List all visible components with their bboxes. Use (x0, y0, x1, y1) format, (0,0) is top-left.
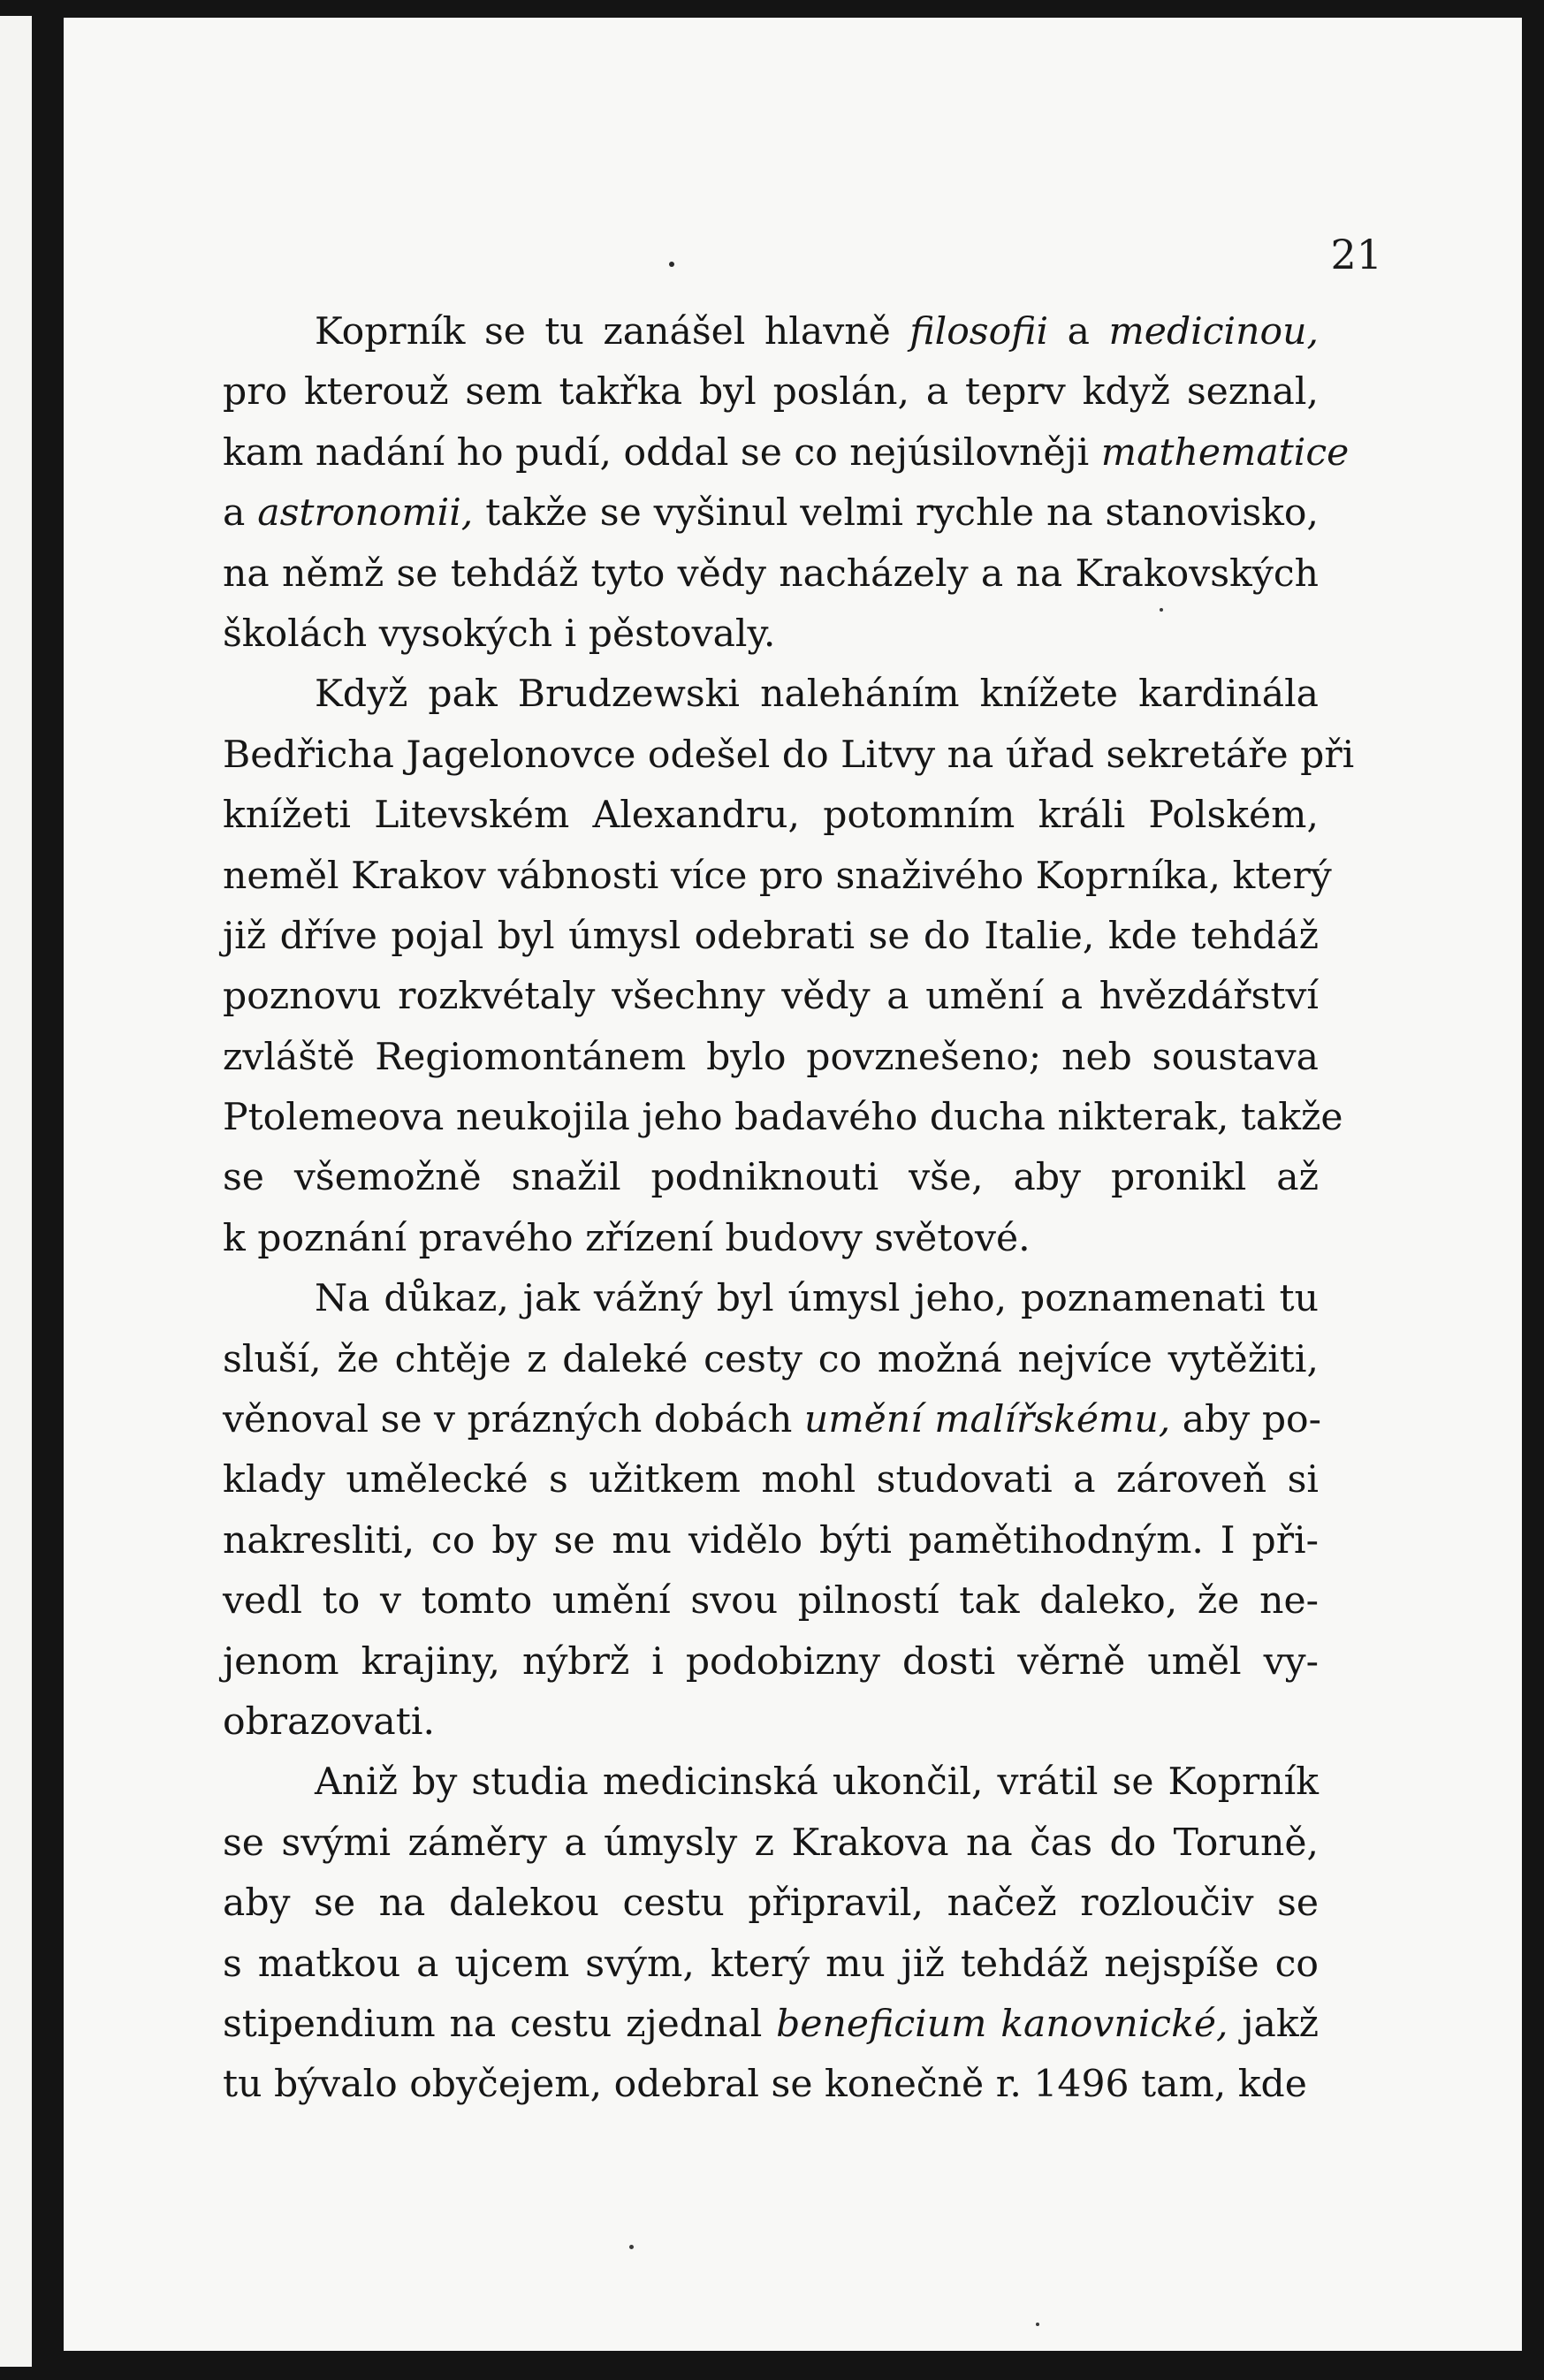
text-run: takže se vyšinul velmi rychle na stanovisko, (473, 491, 1319, 536)
text-line (223, 847, 1332, 907)
text-run: neměl Krakov vábnosti více pro snaživého Koprníka, který (223, 854, 1332, 898)
page-number: 21 (1330, 231, 1382, 278)
body-text (223, 302, 1355, 2116)
text-run: stipendium na cestu zjednal (223, 2002, 777, 2046)
text-run: s matkou a ujcem svým, který mu již tehdáž nejspíše co (223, 1942, 1319, 1986)
text-line (223, 1814, 1319, 1874)
text-run: kam nadání ho pudí, oddal se co nejúsilovněji (223, 430, 1101, 475)
text-run: klady umělecké s užitkem mohl studovati a zároveň si (223, 1458, 1319, 1502)
text-run: poznovu rozkvétaly všechny vědy a umění a hvězdářství (223, 975, 1319, 1019)
text-run: Když pak Brudzewski naleháním knížete kardinála (315, 673, 1319, 717)
text-line (223, 665, 1319, 725)
text-line (223, 362, 1319, 422)
text-run: pro kterouž sem takřka byl poslán, a teprv když seznal, (223, 370, 1319, 414)
text-line (223, 1571, 1319, 1631)
text-line (223, 907, 1319, 967)
text-run: se všemožně snažil podniknouti vše, aby pronikl až (223, 1156, 1319, 1200)
text-line (223, 1935, 1319, 1995)
text-line (223, 967, 1319, 1027)
text-run: aby po- (1170, 1398, 1321, 1442)
italic-phrase: medicinou, (1108, 310, 1319, 354)
text-line (223, 726, 1355, 786)
previous-page-edge (0, 16, 32, 2367)
text-run: vedl to v tomto umění svou pilností tak daleko, že ne- (223, 1579, 1319, 1623)
text-line (223, 1995, 1319, 2055)
text-run: Koprník se tu zanášel hlavně (315, 310, 910, 354)
text-line (223, 544, 1319, 605)
text-line (223, 2055, 1319, 2115)
text-line (223, 1450, 1319, 1510)
text-run: sluší, že chtěje z daleké cesty co možná nejvíce vytěžiti, (223, 1337, 1319, 1381)
text-line (223, 1692, 1319, 1753)
text-line (223, 1390, 1319, 1450)
text-run: Ptolemeova neukojila jeho badavého ducha nikterak, takže (223, 1096, 1343, 1140)
text-run: k poznání pravého zřízení budovy světové. (223, 1216, 1031, 1260)
text-line (223, 605, 1319, 665)
italic-phrase: umění malířskému, (803, 1398, 1171, 1442)
text-line (223, 1874, 1319, 1934)
text-run: Na důkaz, jak vážný byl úmysl jeho, poznamenati tu (315, 1277, 1319, 1321)
text-run: Aniž by studia medicinská ukončil, vrátil se Koprník (315, 1760, 1319, 1805)
text-line (223, 423, 1350, 483)
text-run: tu bývalo obyčejem, odebral se konečně r. 1496 tam, kde (223, 2063, 1307, 2107)
text-run: jenom krajiny, nýbrž i podobizny dosti věrně uměl vy- (223, 1639, 1319, 1684)
text-line (223, 1632, 1319, 1692)
text-run: nakresliti, co by se mu vidělo býti pamětihodným. I při- (223, 1518, 1319, 1563)
text-line (223, 1088, 1343, 1148)
text-run: se svými záměry a úmysly z Krakova na čas do Toruně, (223, 1821, 1319, 1865)
text-run: jakž (1228, 2002, 1320, 2046)
text-run: věnoval se v prázných dobách (223, 1398, 804, 1442)
text-run: již dříve pojal byl úmysl odebrati se do Italie, kde tehdáž (223, 914, 1319, 958)
text-line (223, 1028, 1319, 1088)
paragraph (223, 302, 1350, 665)
italic-phrase: filosofii (909, 310, 1049, 354)
text-line (223, 1148, 1319, 1208)
italic-phrase: astronomii, (257, 491, 474, 536)
text-run: Bedřicha Jagelonovce odešel do Litvy na úřad sekretáře při (223, 733, 1355, 777)
text-line (223, 302, 1319, 362)
text-line (223, 483, 1319, 544)
text-run: zvláště Regiomontánem bylo povznešeno; neb soustava (223, 1035, 1319, 1079)
text-line (223, 1209, 1319, 1269)
text-run: a (223, 491, 258, 536)
text-line (223, 1269, 1319, 1329)
paper-speck (1036, 2323, 1039, 2326)
printer-dot-mark (669, 262, 674, 267)
paragraph (223, 665, 1355, 1269)
text-run: aby se na dalekou cestu připravil, načež rozloučiv se (223, 1882, 1319, 1926)
italic-phrase: beneficium kanovnické, (776, 2002, 1228, 2046)
text-run: školách vysokých i pěstovaly. (223, 612, 776, 656)
text-line (223, 1330, 1319, 1390)
paragraph (223, 1269, 1319, 1753)
text-run: na němž se tehdáž tyto vědy nacházely a na Krakovských (223, 551, 1319, 596)
text-run: knížeti Litevském Alexandru, potomním králi Polském, (223, 794, 1319, 838)
text-line (223, 786, 1319, 846)
text-line (223, 1753, 1319, 1813)
paper-speck (629, 2245, 634, 2249)
text-run: a (1048, 310, 1109, 354)
text-line (223, 1511, 1319, 1571)
paragraph (223, 1753, 1319, 2115)
italic-phrase: mathematice (1100, 430, 1350, 475)
text-run: obrazovati. (223, 1699, 435, 1744)
